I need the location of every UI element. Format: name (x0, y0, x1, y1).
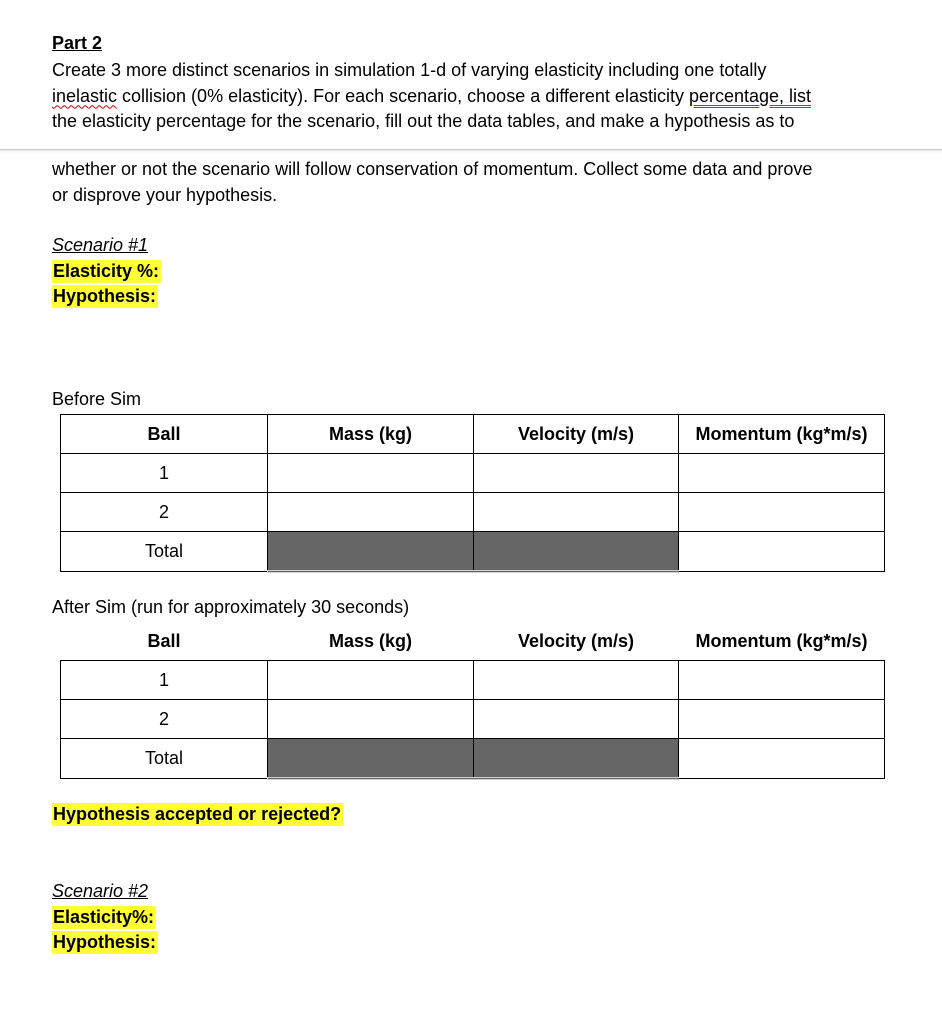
spellcheck-word-inelastic[interactable]: inelastic (52, 85, 118, 106)
table-row (61, 700, 885, 739)
velocity-cell[interactable] (474, 700, 679, 739)
mass-cell[interactable] (268, 700, 474, 739)
header-ball: Ball (61, 415, 268, 454)
instructions-line-1: Create 3 more distinct scenarios in simulation 1-d of varying elasticity including one totally (52, 60, 767, 80)
ball-number: 1 (61, 454, 268, 493)
momentum-cell[interactable] (679, 493, 885, 532)
shaded-cell (474, 739, 679, 779)
header-momentum: Momentum (kg*m/s) (679, 623, 885, 661)
momentum-cell[interactable] (679, 454, 885, 493)
scenario-1-heading: Scenario #1 (52, 235, 149, 255)
instructions-line-5: or disprove your hypothesis. (52, 184, 278, 205)
total-momentum-cell[interactable] (679, 739, 885, 779)
table-row (61, 493, 885, 532)
instructions-line-2-mid: collision (0% elasticity). For each scenario, choose a different elasticity (117, 85, 689, 106)
before-sim-label: Before Sim (52, 389, 142, 409)
total-label: Total (61, 532, 268, 572)
mass-cell[interactable] (268, 493, 474, 532)
momentum-cell[interactable] (679, 661, 885, 700)
table-row (61, 454, 885, 493)
part-title: Part 2 (52, 33, 103, 53)
shaded-cell (268, 739, 474, 779)
header-mass: Mass (kg) (268, 415, 474, 454)
header-mass: Mass (kg) (268, 623, 474, 661)
hypothesis-result-label: Hypothesis accepted or rejected? (53, 804, 342, 824)
header-velocity: Velocity (m/s) (474, 415, 679, 454)
table-row-total (61, 739, 885, 779)
after-sim-label: After Sim (run for approximately 30 seconds) (52, 597, 410, 617)
ball-number: 2 (61, 700, 268, 739)
mass-cell[interactable] (268, 454, 474, 493)
after-sim-table (60, 623, 885, 780)
table-row (61, 661, 885, 700)
momentum-cell[interactable] (679, 700, 885, 739)
before-sim-table (60, 414, 885, 573)
table-header-row (61, 623, 885, 661)
instructions-line-3: the elasticity percentage for the scenario, fill out the data tables, and make a hypothesis as to (52, 111, 795, 131)
header-momentum: Momentum (kg*m/s) (679, 415, 885, 454)
table-row-total (61, 532, 885, 572)
table-header-row (61, 415, 885, 454)
ball-number: 1 (61, 661, 268, 700)
instructions-line-2 (52, 84, 912, 110)
total-label: Total (61, 739, 268, 779)
shaded-cell (474, 532, 679, 572)
header-velocity: Velocity (m/s) (474, 623, 679, 661)
page-break-shadow (0, 150, 942, 154)
velocity-cell[interactable] (474, 454, 679, 493)
instructions-line-4: whether or not the scenario will follow conservation of momentum. Collect some data and prove (52, 159, 813, 179)
header-ball: Ball (61, 623, 268, 661)
total-momentum-cell[interactable] (679, 532, 885, 572)
ball-number: 2 (61, 493, 268, 532)
scenario-1-elasticity-label: Elasticity %: (53, 261, 160, 281)
scenario-2-heading: Scenario #2 (52, 881, 149, 901)
shaded-cell (268, 532, 474, 572)
grammar-flag-percentage[interactable]: percentage, list (688, 85, 812, 106)
velocity-cell[interactable] (474, 493, 679, 532)
velocity-cell[interactable] (474, 661, 679, 700)
mass-cell[interactable] (268, 661, 474, 700)
scenario-2-hypothesis-label: Hypothesis: (53, 932, 157, 952)
scenario-2-elasticity-label: Elasticity%: (53, 907, 155, 927)
scenario-1-hypothesis-label: Hypothesis: (53, 286, 157, 306)
